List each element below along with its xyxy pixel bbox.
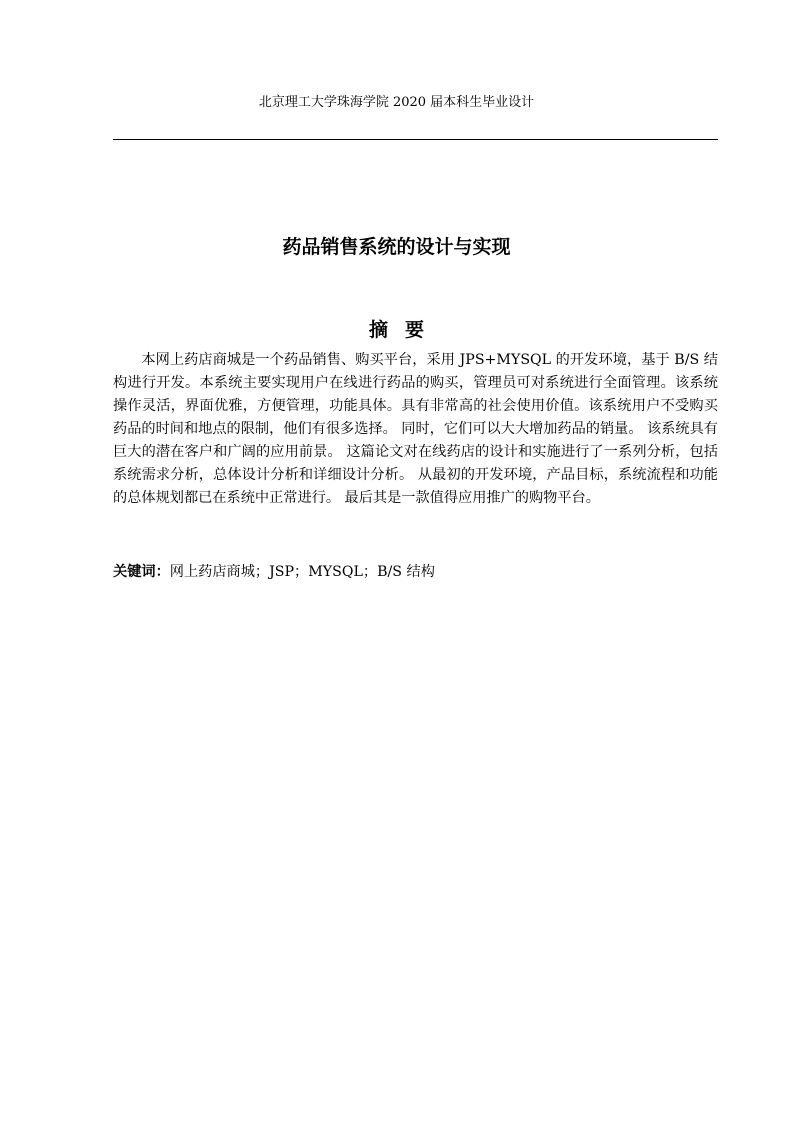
- keywords-value: 网上药店商城；JSP；MYSQL；B/S 结构: [169, 564, 435, 580]
- header-divider: [113, 139, 718, 140]
- abstract-body: 本网上药店商城是一个药品销售、购买平台，采用 JPS+MYSQL 的开发环境，基于 B/S 结构进行开发。本系统主要实现用户在线进行药品的购买，管理员可对系统进行全面管理。该系统操作灵活，界面优雅，方便管理，功能具体。具有非常高的社会使用价值。该系统用户不受购买药品的时间和地点的限制，他们有很多选择。 同时，它们可以大大增加药品的销量。 该系统具有巨大的潜在客户和广阔的应用前景。 这篇论文对在线药店的设计和实施进行了一系列分析，包括系统需求分析，总体设计分析和详细设计分析。 从最初的开发环境，产品目标，系统流程和功能的总体规划都已在系统中正常进行。 最后其是一款值得应用推广的购物平台。: [113, 352, 718, 506]
- running-header: 北京理工大学珠海学院 2020 届本科生毕业设计: [258, 95, 535, 110]
- paper-title: 药品销售系统的设计与实现: [282, 236, 511, 258]
- abstract-heading: 摘要: [368, 319, 442, 341]
- keywords-line: [113, 561, 718, 584]
- keywords-label: 关键词：: [113, 564, 170, 580]
